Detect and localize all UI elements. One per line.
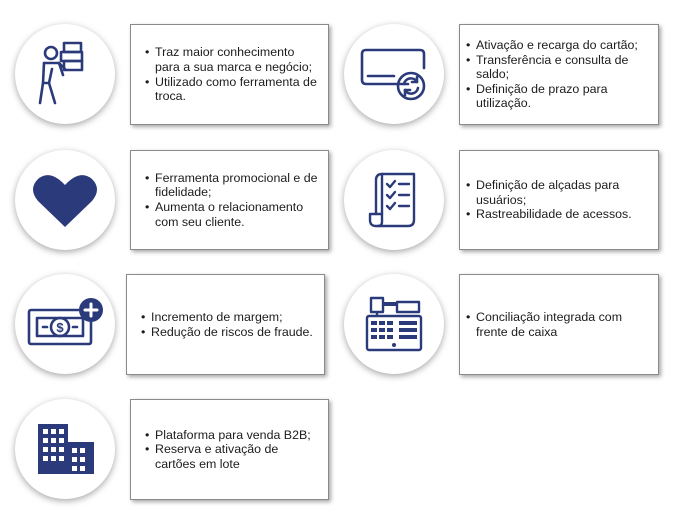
feature-icon-circle <box>344 150 444 250</box>
feature-item: • Conciliação integrada com frente de caixa <box>464 310 652 339</box>
money-plus-icon <box>25 296 105 352</box>
feature-list <box>139 310 319 339</box>
feature-icon-circle <box>15 24 115 124</box>
feature-card-conciliacao <box>459 274 659 375</box>
feature-item: • Plataforma para venda B2B; <box>143 428 322 443</box>
feature-item: • Incremento de margem; <box>139 310 313 325</box>
feature-icon-circle <box>15 399 115 499</box>
feature-card-b2b <box>130 399 329 500</box>
feature-card-margem <box>126 274 325 375</box>
feature-list <box>143 45 328 103</box>
feature-item: • Reserva e ativação de cartões em lote <box>143 442 322 471</box>
feature-item: • Aumenta o relacionamento com seu cliente. <box>143 200 322 229</box>
buildings-icon <box>32 420 98 478</box>
person-carrying-boxes-icon <box>33 39 97 109</box>
feature-icon-circle <box>344 24 444 124</box>
card-refresh-icon <box>358 46 430 102</box>
feature-item: • Utilizado como ferramenta de troca. <box>143 75 322 104</box>
feature-card-cartao <box>459 24 659 125</box>
feature-list <box>464 310 658 339</box>
feature-list <box>464 38 658 111</box>
feature-item: • Ferramenta promocional e de fidelidade; <box>143 171 322 200</box>
feature-icon-circle <box>344 274 444 374</box>
feature-item: • Transferência e consulta de saldo; <box>464 53 652 82</box>
cash-register-icon <box>363 294 425 354</box>
feature-card-acessos <box>459 150 659 250</box>
checklist-icon <box>368 170 420 230</box>
feature-item: • Definição de alçadas para usuários; <box>464 178 652 207</box>
feature-item: • Ativação e recarga do cartão; <box>464 38 652 53</box>
feature-list <box>143 428 328 472</box>
feature-icon-circle <box>15 274 115 374</box>
feature-item: • Traz maior conhecimento para a sua marca e negócio; <box>143 45 322 74</box>
feature-item: • Redução de riscos de fraude. <box>139 325 313 340</box>
feature-icon-circle <box>15 150 115 250</box>
feature-list <box>143 171 328 229</box>
feature-item: • Rastreabilidade de acessos. <box>464 207 652 222</box>
feature-item: • Definição de prazo para utilização. <box>464 82 652 111</box>
feature-list <box>464 178 658 222</box>
feature-card-troca <box>130 24 329 125</box>
svg-text:$: $ <box>56 320 64 335</box>
feature-card-fidelidade <box>130 150 329 250</box>
heart-icon <box>32 171 98 229</box>
